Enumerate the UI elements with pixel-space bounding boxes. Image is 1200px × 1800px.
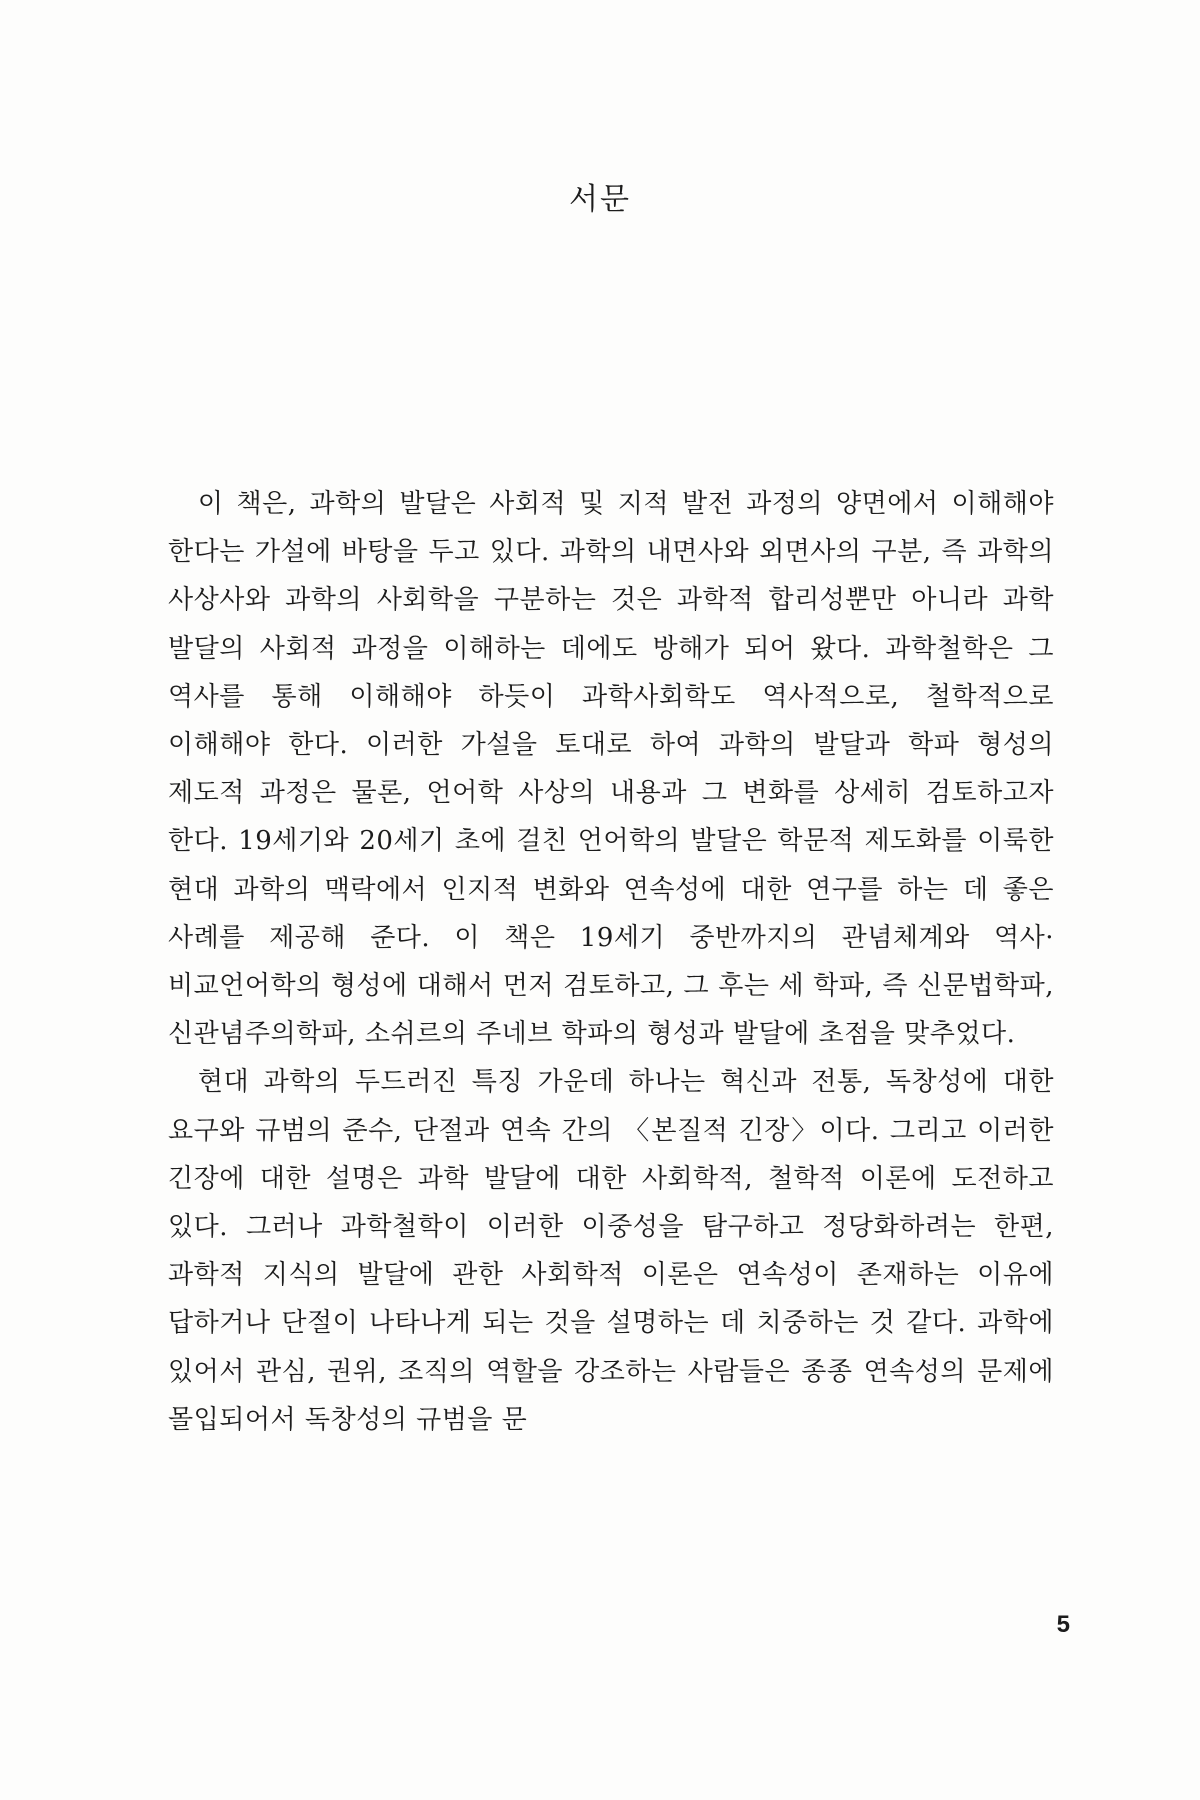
paragraph-1: 이 책은, 과학의 발달은 사회적 및 지적 발전 과정의 양면에서 이해해야 한다는 가설에 바탕을 두고 있다. 과학의 내면사와 외면사의 구분, 즉 과학의 사상사와 과학의 사회학을 구분하는 것은 과학적 합리성뿐만 아니라 과학 발달의 사회적 과정을 이해하는 데에도 방해가 되어 왔다. 과학철학은 그 역사를 통해 이해해야 하듯이 과학사회학도 역사적으로, 철학적으로 이해해야 한다. 이러한 가설을 토대로 하여 과학의 발달과 학파 형성의 제도적 과정은 물론, 언어학 사상의 내용과 그 변화를 상세히 검토하고자 한다. 19세기와 20세기 초에 걸친 언어학의 발달은 학문적 제도화를 이룩한 현대 과학의 맥락에서 인지적 변화와 연속성에 대한 연구를 하는 데 좋은 사례를 제공해 준다. 이 책은 19세기 중반까지의 관념체계와 역사·비교언어학의 형성에 대해서 먼저 검토하고, 그 후는 세 학파, 즉 신문법학파, 신관념주의학파, 소쉬르의 주네브 학파의 형성과 발달에 초점을 맞추었다. (168, 489, 1054, 1050)
page-number: 5 (1056, 1611, 1070, 1638)
body-text (168, 480, 1054, 1444)
paragraph-2: 현대 과학의 두드러진 특징 가운데 하나는 혁신과 전통, 독창성에 대한 요구와 규범의 준수, 단절과 연속 간의 〈본질적 긴장〉이다. 그리고 이러한 긴장에 대한 설명은 과학 발달에 대한 사회학적, 철학적 이론에 도전하고 있다. 그러나 과학철학이 이러한 이중성을 탐구하고 정당화하려는 한편, 과학적 지식의 발달에 관한 사회학적 이론은 연속성이 존재하는 이유에 답하거나 단절이 나타나게 되는 것을 설명하는 데 치중하는 것 같다. 과학에 있어서 관심, 권위, 조직의 역할을 강조하는 사람들은 종종 연속성의 문제에 몰입되어서 독창성의 규범을 문 (168, 1067, 1054, 1435)
page-title: 서문 (569, 182, 631, 217)
